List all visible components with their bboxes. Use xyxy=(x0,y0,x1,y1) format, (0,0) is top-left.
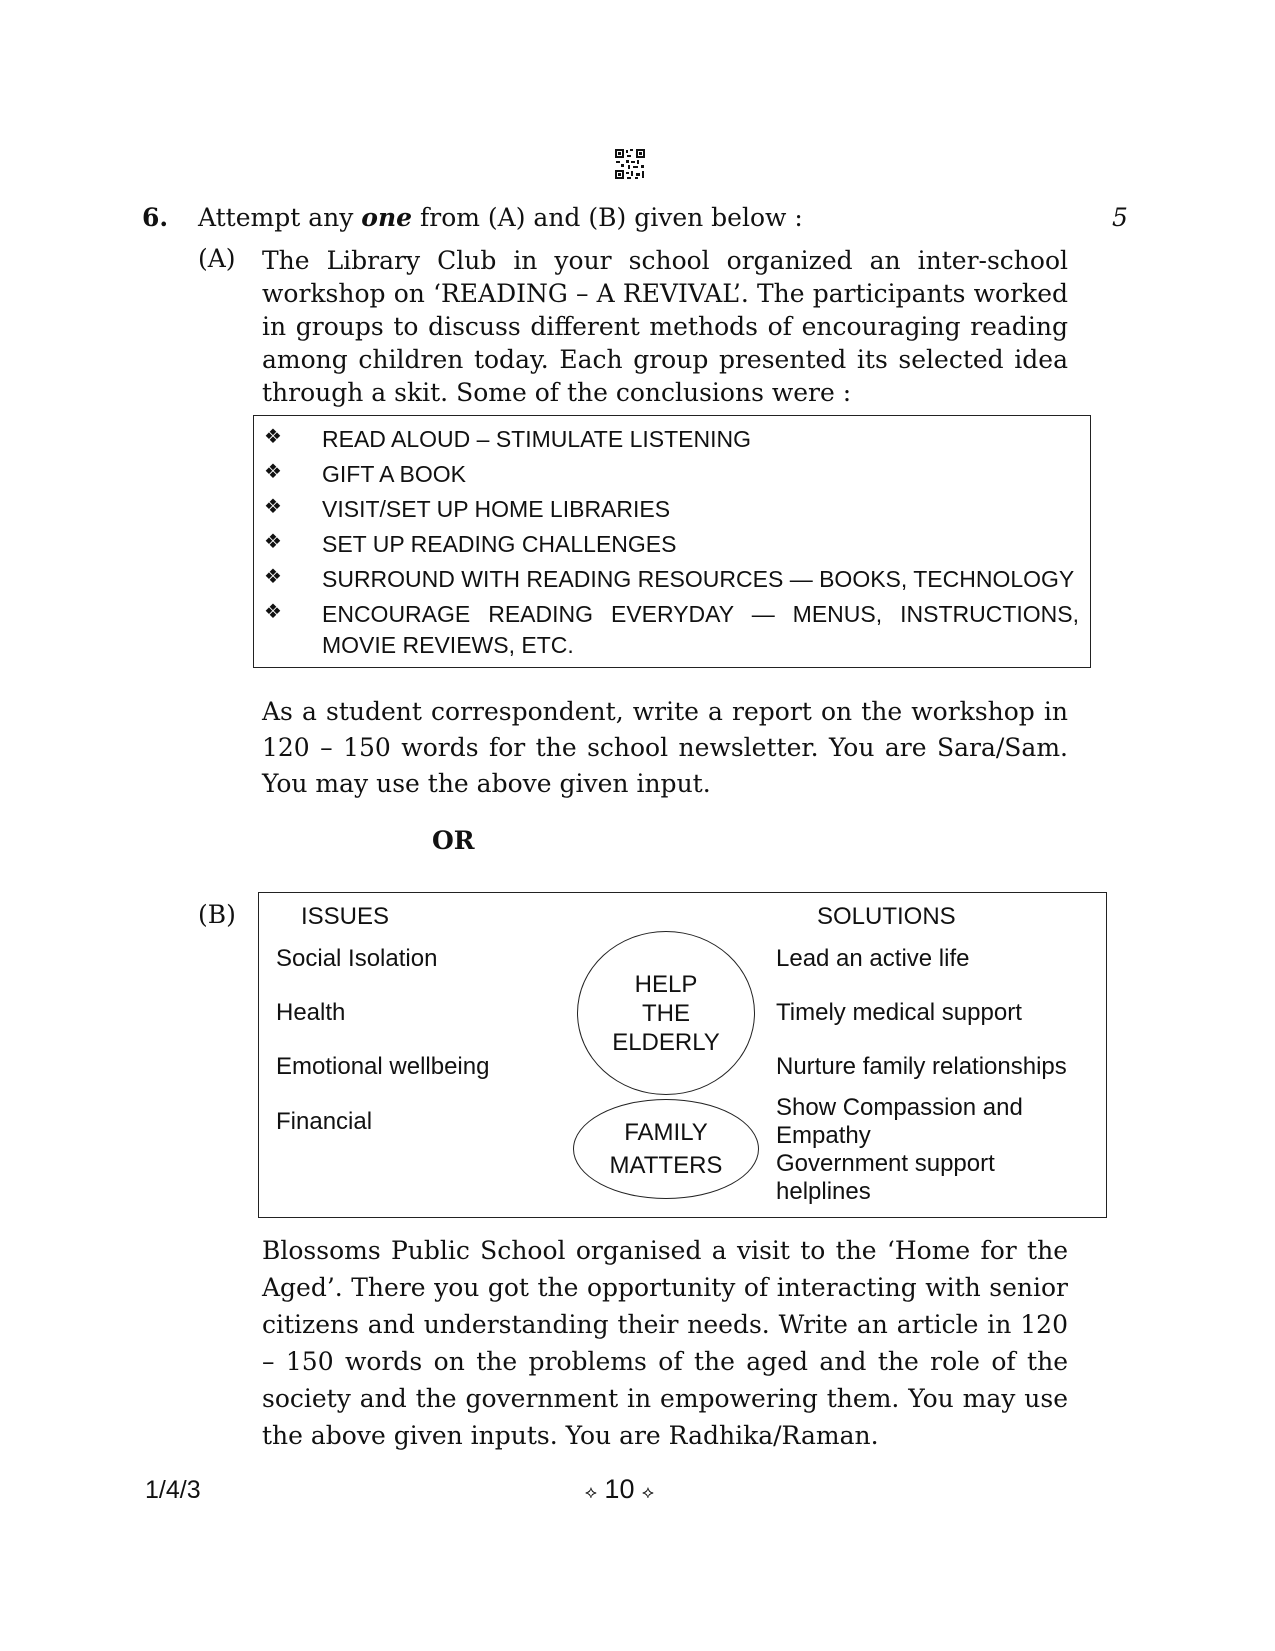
part-a-conclusions-box: ❖ READ ALOUD – STIMULATE LISTENING ❖ GIFT A BOOK ❖ VISIT/SET UP HOME LIBRARIES ❖ SET UP READING CHALLENGES ❖ SURROUND WITH READING RESOURCES — BOOKS, TECHNOLOGY ❖ ENCOURAGE READING EVERYDAY — MENUS, INSTRUCTIONS, MOVIE REVIEWS, ETC. xyxy=(253,415,1091,668)
bullet-icon: ❖ xyxy=(264,531,282,553)
bullet-icon: ❖ xyxy=(264,566,282,588)
page-number: ⟡ 10 ⟡ xyxy=(585,1474,654,1504)
part-a-intro: The Library Club in your school organized an inter-school workshop on ‘READING – A REVIVAL’. The participants worked in groups to discuss different methods of encouraging reading among children today. Each group presented its selected idea through a skit. Some of the conclusions were : xyxy=(262,246,1068,407)
qr-code-icon xyxy=(614,148,646,180)
or-separator: OR xyxy=(432,826,475,855)
part-a-task: As a student correspondent, write a report on the workshop in 120 – 150 words for the school newsletter. You are Sara/Sam. You may use the above given input. xyxy=(262,697,1068,798)
question-instruction: Attempt any one from (A) and (B) given below : xyxy=(198,203,803,232)
issue-item: Health xyxy=(276,999,346,1026)
issues-header: ISSUES xyxy=(301,903,390,930)
part-b-diagram-box xyxy=(258,892,1107,1218)
ornament-icon: ⟡ xyxy=(585,1482,597,1502)
bullet-icon: ❖ xyxy=(264,461,282,483)
bullet-icon: ❖ xyxy=(264,426,282,448)
ornament-icon: ⟡ xyxy=(641,1482,654,1502)
solution-item: Lead an active life xyxy=(776,945,970,972)
part-a-label: (A) xyxy=(198,244,236,273)
issue-item: Emotional wellbeing xyxy=(276,1053,490,1080)
issue-item: Financial xyxy=(276,1108,373,1135)
solution-item: Nurture family relationships xyxy=(776,1053,1067,1080)
paper-code: 1/4/3 xyxy=(145,1476,201,1504)
bullet-icon: ❖ xyxy=(264,601,282,623)
family-matters-ellipse: FAMILY MATTERS xyxy=(573,1099,759,1199)
question-number: 6. xyxy=(142,203,169,232)
bullet-icon: ❖ xyxy=(264,496,282,518)
question-marks: 5 xyxy=(1112,203,1128,232)
help-the-elderly-circle: HELP THE ELDERLY xyxy=(577,931,755,1095)
solution-item: Timely medical support xyxy=(776,999,1022,1026)
part-b-task: Blossoms Public School organised a visit to the ‘Home for the Aged’. There you got the opportunity of interacting with senior citizens and understanding their needs. Write an article in 120 – 150 words on the problems of the aged and the role of the society and the government in empowering them. You may use the above given inputs. You are Radhika/Raman. xyxy=(262,1236,1068,1450)
solutions-header: SOLUTIONS xyxy=(817,903,956,930)
solution-item: Show Compassion and Empathy xyxy=(776,1094,1023,1149)
issue-item: Social Isolation xyxy=(276,945,438,972)
solution-item: Government support helplines xyxy=(776,1150,995,1205)
part-b-label: (B) xyxy=(198,900,236,929)
